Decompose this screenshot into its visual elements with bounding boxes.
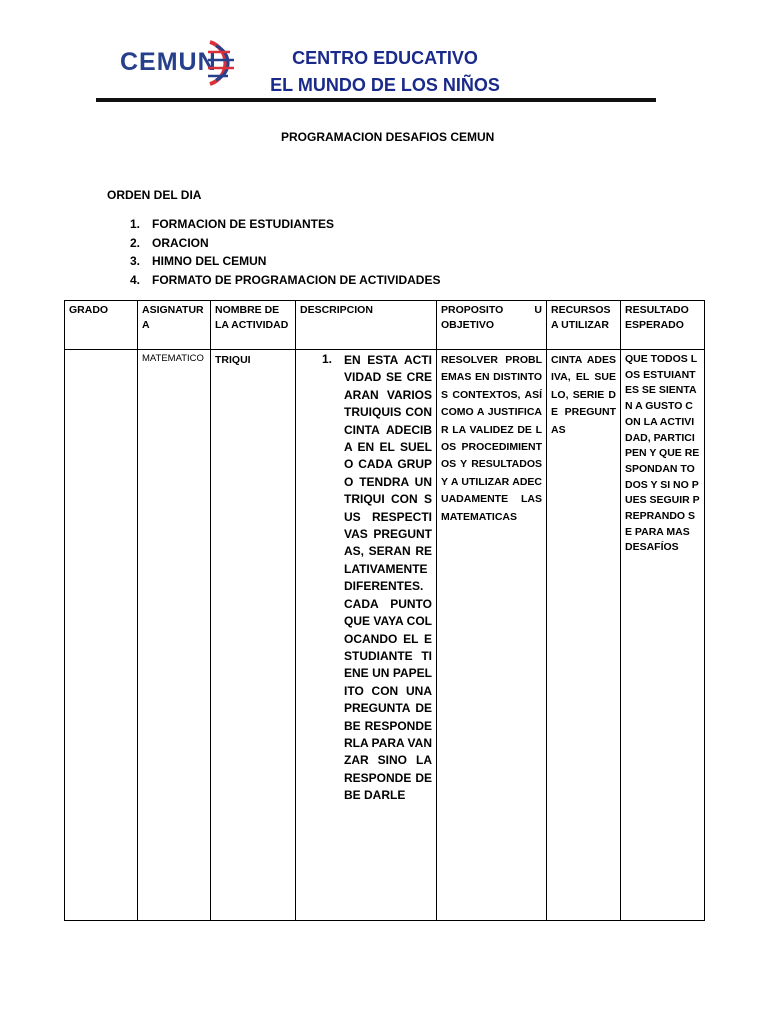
header-descripcion: DESCRIPCION [296, 301, 437, 350]
cell-asignatura: MATEMATICO [138, 350, 211, 921]
header-asignatura: ASIGNATURA [138, 301, 211, 350]
document-title: PROGRAMACION DESAFIOS CEMUN [281, 130, 495, 144]
cell-descripcion: 1. EN ESTA ACTIVIDAD SE CREARAN VARIOS TRUIQUIS CON CINTA ADECIBA EN EL SUELO CADA GRUPO TENDRA UN TRIQUI CON SUS RESPECTIVAS PREGUNTAS, SERAN RELATIVAMENTE DIFERENTES. CADA PUNTO QUE VAYA COLOCANDO EL ESTUDIANTE TIENE UN PAPELITO CON UNA PREGUNTA DEBE RESPONDERLA PARA VANZAR SINO LA RESPONDE DEBE DARLE [296, 350, 437, 921]
cell-resultado: QUE TODOS LOS ESTUIANTES SE SIENTAN A GUSTO CON LA ACTIVIDAD, PARTICIPEN Y QUE RESPONDAN TODOS Y SI NO PUES SEGUIR PREPRANDO SE PARA MAS DESAFÍOS [621, 350, 705, 921]
globe-icon [206, 38, 240, 88]
header-proposito: PROPOSITO U OBJETIVO [437, 301, 547, 350]
agenda-item: 1. FORMACION DE ESTUDIANTES [130, 217, 335, 231]
logo-text: CEMUN [120, 48, 217, 76]
agenda-item: 2. ORACION [130, 235, 209, 250]
cell-proposito: RESOLVER PROBLEMAS EN DISTINTOS CONTEXTOS, ASÍ COMO A JUSTIFICAR LA VALIDEZ DE LOS PROCEDIMIENTOS Y RESULTADOS Y A UTILIZAR ADECUADAMENTE LAS MATEMATICAS [437, 350, 547, 921]
cell-recursos: CINTA ADESIVA, EL SUELO, SERIE DE PREGUNTAS [547, 350, 621, 921]
header-divider [96, 98, 656, 102]
header-recursos: RECURSOS A UTILIZAR [547, 301, 621, 350]
header-nombre-actividad: NOMBRE DE LA ACTIVIDAD [211, 301, 296, 350]
agenda-heading: ORDEN DEL DIA [107, 188, 202, 202]
cell-grado [65, 350, 138, 921]
header-grado: GRADO [65, 301, 138, 350]
cemun-logo [120, 38, 250, 88]
school-name-line1: CENTRO EDUCATIVO [292, 48, 478, 68]
agenda-item: 3. HIMNO DEL CEMUN [130, 254, 267, 268]
activity-programming-table [64, 300, 705, 921]
school-name-line2: EL MUNDO DE LOS NIÑOS [270, 75, 500, 95]
cell-nombre-actividad: TRIQUI [211, 350, 296, 921]
header-resultado: RESULTADO ESPERADO [621, 301, 705, 350]
agenda-list [130, 215, 440, 289]
table-row [65, 350, 705, 921]
agenda-item: 4. FORMATO DE PROGRAMACION DE ACTIVIDADES [130, 272, 441, 287]
table-header-row [65, 301, 705, 350]
